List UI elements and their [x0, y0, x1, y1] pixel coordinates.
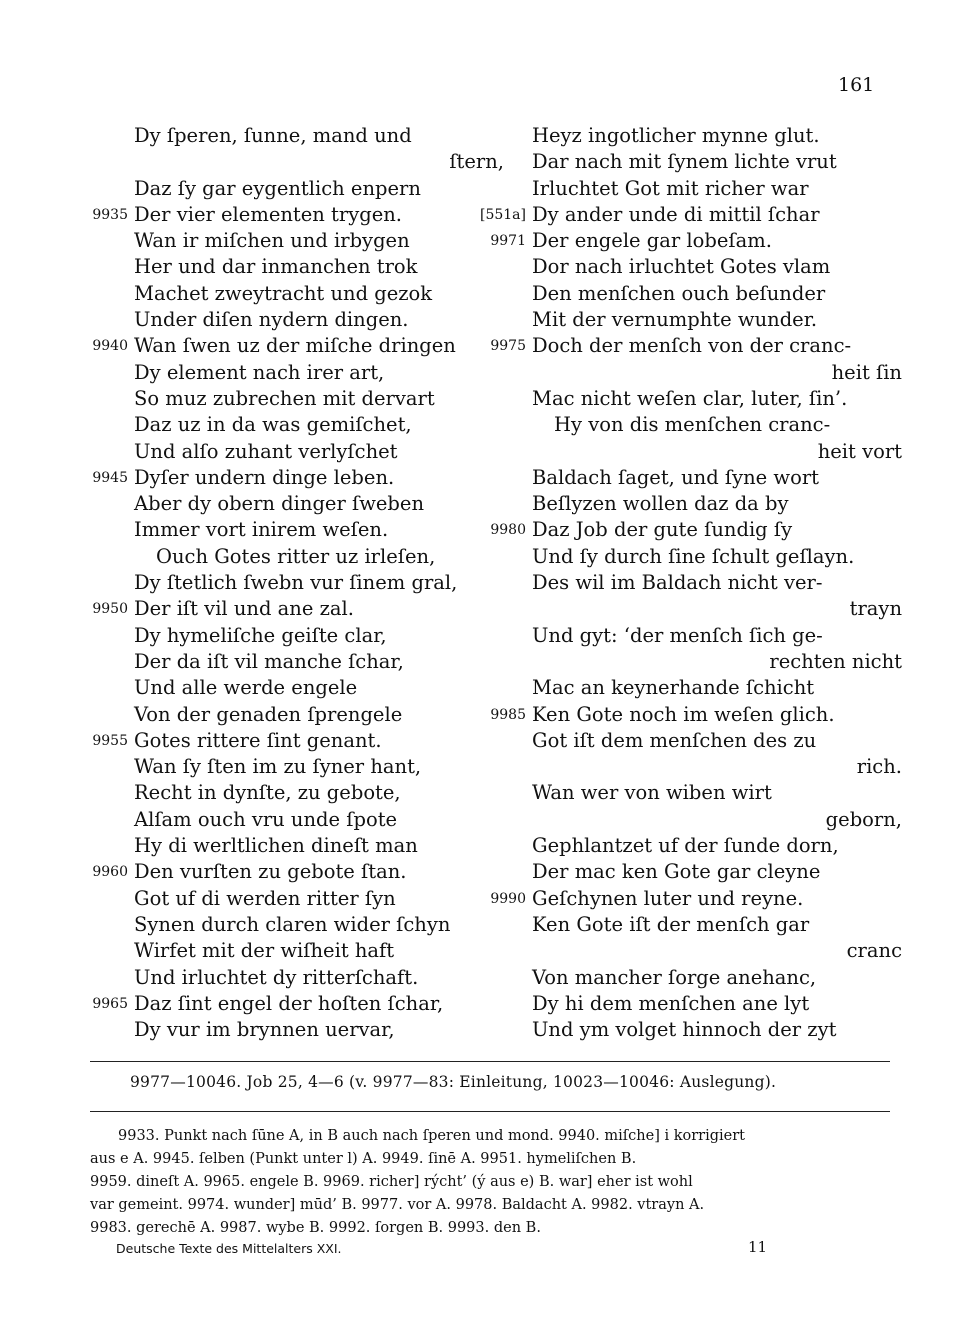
right-column: [480, 123, 902, 1043]
verse-text: Ken Gote iſt der menſch gar: [532, 912, 810, 936]
verse-line: [134, 965, 504, 991]
verse-text: heit ſin: [831, 360, 902, 384]
verse-text: Mit der vernumphte wunder.: [532, 308, 818, 332]
verse-line: [532, 465, 902, 491]
footnote-line: aus e A. 9945. ſelben (Punkt unter l) A. 9949. ſinē A. 9951. hymeliſchen B.: [90, 1151, 637, 1167]
verse-line: [490, 228, 902, 254]
verse-line: [134, 886, 504, 912]
verse-text: Machet zweytracht und gezok: [134, 281, 433, 305]
verse-text: Wan ſwen uz der miſche dringen: [134, 334, 456, 358]
verse-line: [532, 360, 902, 386]
verse-line: [134, 491, 504, 517]
verse-text: trayn: [849, 597, 902, 621]
verse-line: [134, 1017, 504, 1043]
verse-text: Daz ſint engel der hoſten ſchar,: [134, 991, 444, 1015]
verse-text: rich.: [856, 755, 902, 779]
verse-line: [532, 386, 902, 412]
verse-text: Den vurſten zu gebote ſtan.: [134, 860, 407, 884]
verse-text: cranc: [846, 939, 902, 963]
verse-line: [532, 859, 902, 885]
verse-text: Under diſen nydern dingen.: [134, 308, 409, 332]
verse-text: Und ym volget hinnoch der zyt: [532, 1018, 837, 1042]
verse-line: [92, 728, 504, 754]
verse-text: Geſchynen luter und reyne.: [532, 886, 804, 910]
verse-line: [134, 570, 504, 596]
verse-text: Ouch Gotes ritter uz irleſen,: [156, 544, 436, 568]
verse-line: [532, 439, 902, 465]
verse-line: [134, 544, 504, 570]
verse-line: [134, 807, 504, 833]
verse-text: Aber dy obern dinger ſweben: [134, 492, 425, 516]
line-number: 9955: [92, 732, 128, 749]
verse-text: Doch der menſch von der cranc-: [532, 334, 852, 358]
verse-line: [134, 439, 504, 465]
verse-text: Dy ander unde di mittil ſchar: [532, 202, 820, 226]
verse-text: Von mancher ſorge anehanc,: [532, 965, 817, 989]
verse-line: [134, 386, 504, 412]
line-number: 9935: [92, 206, 128, 223]
verse-line: [532, 1017, 902, 1043]
verse-line: [532, 728, 902, 754]
verse-text: heit vort: [817, 439, 902, 463]
verse-text: Recht in dynſte, zu gebote,: [134, 781, 401, 805]
line-number: 9971: [490, 233, 526, 250]
verse-line: [92, 991, 504, 1017]
verse-text: Irluchtet Got mit richer war: [532, 176, 809, 200]
verse-text: Von der genaden ſprengele: [134, 702, 403, 726]
verse-line: [532, 123, 902, 149]
verse-text: Beſlyzen wollen daz da by: [532, 492, 789, 516]
verse-line: [134, 228, 504, 254]
verse-text: Immer vort inirem weſen.: [134, 518, 389, 542]
footnotes: [90, 1125, 890, 1240]
verse-line: [532, 254, 902, 280]
verse-line: [134, 702, 504, 728]
verse-text: Wan ir miſchen und irbygen: [134, 229, 410, 253]
verse-line: [532, 412, 902, 438]
verse-line: [92, 596, 504, 622]
verse-line: [532, 912, 902, 938]
signature-mark: 11: [748, 1238, 768, 1256]
verse-line: [532, 780, 902, 806]
line-number: [551a]: [480, 206, 526, 223]
verse-text: Und gyt: ‘der menſch ſich ge-: [532, 623, 823, 647]
line-number: 9975: [490, 338, 526, 355]
verse-line: [532, 491, 902, 517]
verse-text: Und alle werde engele: [134, 676, 358, 700]
line-number: 9945: [92, 469, 128, 486]
verse-text: rechten nicht: [769, 649, 902, 673]
footnote-line: 9983. gerechē A. 9987. wybe B. 9992. ſorgen B. 9993. den B.: [90, 1220, 541, 1236]
verse-text: Dor nach irluchtet Gotes vlam: [532, 255, 831, 279]
verse-text: Dy ſperen, ſunne, mand und: [134, 124, 412, 147]
verse-line: [134, 675, 504, 701]
verse-text: Gotes rittere ſint genant.: [134, 728, 382, 752]
verse-line: [134, 123, 504, 149]
verse-line: [532, 833, 902, 859]
verse-text: Wan ſy ſten im zu ſyner hant,: [134, 755, 422, 779]
verse-line: [532, 807, 902, 833]
series-title: Deutsche Texte des Mittelalters XXI.: [116, 1241, 342, 1256]
line-number: 9960: [92, 864, 128, 881]
verse-text: Mac an keynerhande ſchicht: [532, 676, 815, 700]
verse-text: Daz ſy gar eygentlich enpern: [134, 176, 421, 200]
verse-line: [134, 754, 504, 780]
verse-text: Synen durch claren wider ſchyn: [134, 912, 451, 936]
footnote-line: 9933. Punkt nach ſūne A, in B auch nach ſperen und mond. 9940. miſche] i korrigiert: [118, 1128, 745, 1144]
text-divider: [90, 1061, 890, 1062]
verse-line: [532, 149, 902, 175]
verse-text: Gephlantzet uf der ſunde dorn,: [532, 834, 839, 858]
verse-text: Daz uz in da was gemiſchet,: [134, 413, 412, 437]
verse-text: Baldach ſaget, und ſyne wort: [532, 465, 819, 489]
verse-line: [134, 649, 504, 675]
verse-text: Und alſo zuhant verlyſchet: [134, 439, 398, 463]
verse-text: So muz zubrechen mit dervart: [134, 386, 435, 410]
verse-text: Dy ſtetlich ſwebn vur ſinem gral,: [134, 571, 458, 595]
verse-text: Dy element nach irer art,: [134, 360, 385, 384]
verse-line: [532, 754, 902, 780]
footnote-line: 9959. dineſt A. 9965. engele B. 9969. richer] rýcht’ (ý aus e) B. war] eher ist wohl: [90, 1174, 693, 1190]
verse-line: [490, 333, 902, 359]
verse-text: Hy von dis menſchen cranc-: [554, 413, 831, 437]
verse-text: Dy vur im brynnen uervar,: [134, 1018, 395, 1042]
verse-line: [532, 570, 902, 596]
verse-line: [92, 333, 504, 359]
verse-text: Daz Job der gute ſundig ſy: [532, 518, 793, 542]
line-number: 9940: [92, 338, 128, 355]
verse-line: [134, 938, 504, 964]
verse-line: [134, 912, 504, 938]
verse-line: [532, 176, 902, 202]
page-number: 161: [838, 74, 875, 96]
verse-text: Und ſy durch ſine ſchult geſlayn.: [532, 544, 855, 568]
verse-text: Ken Gote noch im weſen glich.: [532, 702, 835, 726]
verse-text: Wan wer von wiben wirt: [532, 781, 772, 805]
verse-line: [490, 702, 902, 728]
verse-line: [490, 886, 902, 912]
verse-line: [134, 360, 504, 386]
verse-text: Mac nicht weſen clar, luter, ſin’.: [532, 386, 848, 410]
verse-line: [490, 517, 902, 543]
verse-line: [532, 675, 902, 701]
verse-line: [532, 596, 902, 622]
verse-line: [134, 307, 504, 333]
verse-text: Der vier elementen trygen.: [134, 202, 403, 226]
verse-line: [532, 649, 902, 675]
verse-text: Der iſt vil und ane zal.: [134, 597, 354, 621]
line-number: 9965: [92, 995, 128, 1012]
verse-text: Heyz ingotlicher mynne glut.: [532, 124, 820, 147]
verse-line: [134, 412, 504, 438]
verse-line: [134, 254, 504, 280]
apparatus-summary: 9977—10046. Job 25, 4—6 (v. 9977—83: Einleitung, 10023—10046: Auslegung).: [130, 1073, 777, 1091]
verse-text: Der engele gar lobeſam.: [532, 229, 772, 253]
verse-text: Dar nach mit ſynem lichte vrut: [532, 150, 837, 174]
verse-line: [134, 176, 504, 202]
verse-line: [532, 623, 902, 649]
verse-text: Des wil im Baldach nicht ver-: [532, 571, 823, 595]
verse-line: [134, 833, 504, 859]
verse-line: [532, 965, 902, 991]
verse-text: Dy hymeliſche geiſte clar,: [134, 623, 387, 647]
line-number: 9980: [490, 522, 526, 539]
verse-text: Got iſt dem menſchen des zu: [532, 728, 817, 752]
verse-line: [92, 465, 504, 491]
verse-line: [134, 780, 504, 806]
verse-text: Her und dar inmanchen trok: [134, 255, 418, 279]
verse-text: Dyſer undern dinge leben.: [134, 465, 395, 489]
verse-line: [134, 149, 504, 175]
verse-line: [532, 281, 902, 307]
verse-text: ſtern,: [449, 150, 504, 174]
verse-line: [92, 202, 504, 228]
verse-text: Der da iſt vil manche ſchar,: [134, 649, 404, 673]
verse-line: [532, 938, 902, 964]
verse-line: [532, 991, 902, 1017]
verse-text: Got uf di werden ritter ſyn: [134, 886, 396, 910]
verse-line: [134, 517, 504, 543]
verse-text: geborn,: [825, 807, 902, 831]
left-column: [92, 123, 504, 1043]
verse-line: [532, 544, 902, 570]
verse-line: [532, 307, 902, 333]
notes-divider: [90, 1111, 890, 1112]
line-number: 9950: [92, 601, 128, 618]
verse-text: Der mac ken Gote gar cleyne: [532, 860, 821, 884]
line-number: 9985: [490, 706, 526, 723]
line-number: 9990: [490, 890, 526, 907]
verse-text: Den menſchen ouch beſunder: [532, 281, 826, 305]
verse-line: [134, 281, 504, 307]
verse-text: Wirfet mit der wiſheit haft: [134, 939, 395, 963]
verse-text: Dy hi dem menſchen ane lyt: [532, 991, 810, 1015]
verse-line: [480, 202, 902, 228]
verse-text: Hy di werltlichen dineſt man: [134, 834, 418, 858]
verse-text: Und irluchtet dy ritterſchaft.: [134, 965, 419, 989]
footnote-line: var gemeint. 9974. wunder] mūd’ B. 9977. vor A. 9978. Baldacht A. 9982. vtrayn A.: [90, 1197, 705, 1213]
verse-line: [92, 859, 504, 885]
verse-text: Alſam ouch vru unde ſpote: [134, 807, 398, 831]
verse-line: [134, 623, 504, 649]
